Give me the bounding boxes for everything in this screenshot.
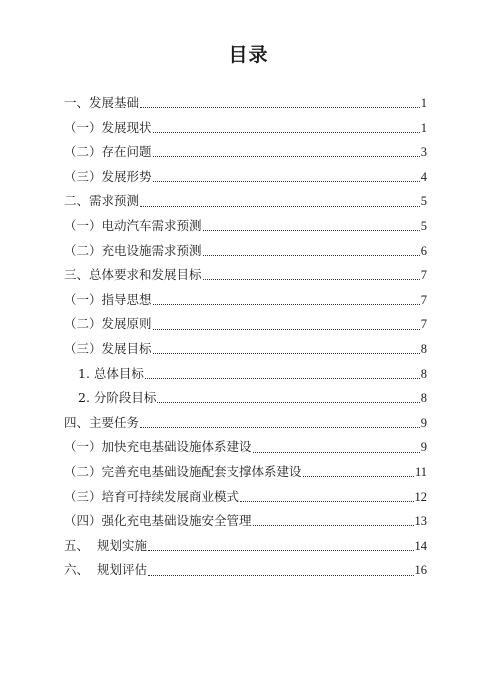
toc-entry-4-4[interactable] xyxy=(64,509,427,534)
toc-entry-3-3-2[interactable] xyxy=(64,386,427,411)
toc-entry-label: （二）完善充电基础设施配套支撑体系建设 xyxy=(64,463,302,479)
toc-entry-3-3[interactable] xyxy=(64,337,427,362)
toc-entry-label: 2. 分阶段目标 xyxy=(78,390,157,406)
toc-page-number: 1 xyxy=(420,120,427,135)
toc-entry-label: 四、主要任务 xyxy=(64,414,140,430)
toc-entry-2-1[interactable] xyxy=(64,214,427,239)
dot-leader xyxy=(240,500,413,502)
dot-leader xyxy=(203,229,420,231)
dot-leader xyxy=(157,401,419,403)
toc-entry-1[interactable] xyxy=(64,91,427,116)
toc-entry-4-2[interactable] xyxy=(64,460,427,485)
toc-entry-4[interactable] xyxy=(64,411,427,436)
table-of-contents xyxy=(64,91,427,583)
toc-entry-5[interactable] xyxy=(64,534,427,559)
toc-page-number: 8 xyxy=(420,366,427,381)
dot-leader xyxy=(303,475,414,477)
toc-page-number: 1 xyxy=(420,96,427,110)
toc-page-number: 14 xyxy=(414,538,427,553)
toc-page-number: 5 xyxy=(420,194,427,209)
toc-page-number: 13 xyxy=(414,514,427,529)
toc-entry-3-3-1[interactable] xyxy=(64,362,427,387)
toc-entry-label: （三）发展形势 xyxy=(64,168,152,184)
dot-leader xyxy=(253,451,420,453)
dot-leader xyxy=(153,180,420,182)
toc-entry-label: （一）指导思想 xyxy=(64,291,152,307)
dot-leader xyxy=(253,524,414,526)
toc-page-number: 12 xyxy=(414,489,427,504)
toc-page-number: 16 xyxy=(414,563,427,578)
toc-entry-label: 六、 规划评估 xyxy=(64,562,147,578)
toc-entry-label: （二）充电设施需求预测 xyxy=(64,242,202,258)
toc-entry-3-2[interactable] xyxy=(64,312,427,337)
toc-entry-label: （一）电动汽车需求预测 xyxy=(64,217,202,233)
toc-entry-label: 1. 总体目标 xyxy=(78,365,144,381)
toc-page-number: 8 xyxy=(420,341,427,356)
dot-leader xyxy=(153,352,420,354)
dot-leader xyxy=(145,377,420,379)
dot-leader xyxy=(203,278,420,280)
toc-page-number: 3 xyxy=(420,145,427,160)
toc-entry-6[interactable] xyxy=(64,558,427,583)
toc-entry-label: 三、总体要求和发展目标 xyxy=(64,267,202,283)
dot-leader xyxy=(140,426,420,428)
toc-entry-label: 五、 规划实施 xyxy=(64,537,147,553)
toc-page-number: 7 xyxy=(420,268,427,283)
toc-entry-label: 二、需求预测 xyxy=(64,193,140,209)
toc-entry-1-3[interactable] xyxy=(64,165,427,190)
toc-entry-4-3[interactable] xyxy=(64,485,427,510)
toc-entry-label: （一）发展现状 xyxy=(64,119,152,135)
toc-entry-1-2[interactable] xyxy=(64,140,427,165)
page-title: 目录 xyxy=(228,44,269,66)
dot-leader xyxy=(140,205,420,207)
dot-leader xyxy=(148,574,414,576)
dot-leader xyxy=(203,254,420,256)
dot-leader xyxy=(153,131,420,133)
toc-entry-label: （四）强化充电基础设施安全管理 xyxy=(64,513,252,529)
toc-entry-3[interactable] xyxy=(64,263,427,288)
toc-page-number: 8 xyxy=(420,391,427,406)
toc-page-number: 4 xyxy=(420,169,427,184)
dot-leader xyxy=(153,155,420,157)
toc-entry-label: （二）存在问题 xyxy=(64,144,152,160)
toc-entry-label: （三）发展目标 xyxy=(64,340,152,356)
dot-leader xyxy=(153,303,420,305)
dot-leader xyxy=(148,549,414,551)
toc-page-number: 6 xyxy=(420,243,427,258)
toc-entry-2-2[interactable] xyxy=(64,239,427,264)
toc-page-number: 9 xyxy=(420,440,427,455)
toc-page-number: 5 xyxy=(420,218,427,233)
toc-entry-4-1[interactable] xyxy=(64,435,427,460)
dot-leader xyxy=(153,328,420,330)
toc-entry-3-1[interactable] xyxy=(64,288,427,313)
toc-page-number: 11 xyxy=(414,464,427,479)
toc-entry-label: （一）加快充电基础设施体系建设 xyxy=(64,439,252,455)
toc-page-number: 9 xyxy=(420,415,427,430)
toc-entry-label: 一、发展基础 xyxy=(64,95,140,110)
toc-entry-label: （二）发展原则 xyxy=(64,316,152,332)
toc-page-number: 7 xyxy=(420,292,427,307)
toc-page-number: 7 xyxy=(420,317,427,332)
toc-entry-2[interactable] xyxy=(64,189,427,214)
toc-entry-label: （三）培育可持续发展商业模式 xyxy=(64,488,240,504)
toc-entry-1-1[interactable] xyxy=(64,116,427,141)
dot-leader xyxy=(140,106,420,108)
